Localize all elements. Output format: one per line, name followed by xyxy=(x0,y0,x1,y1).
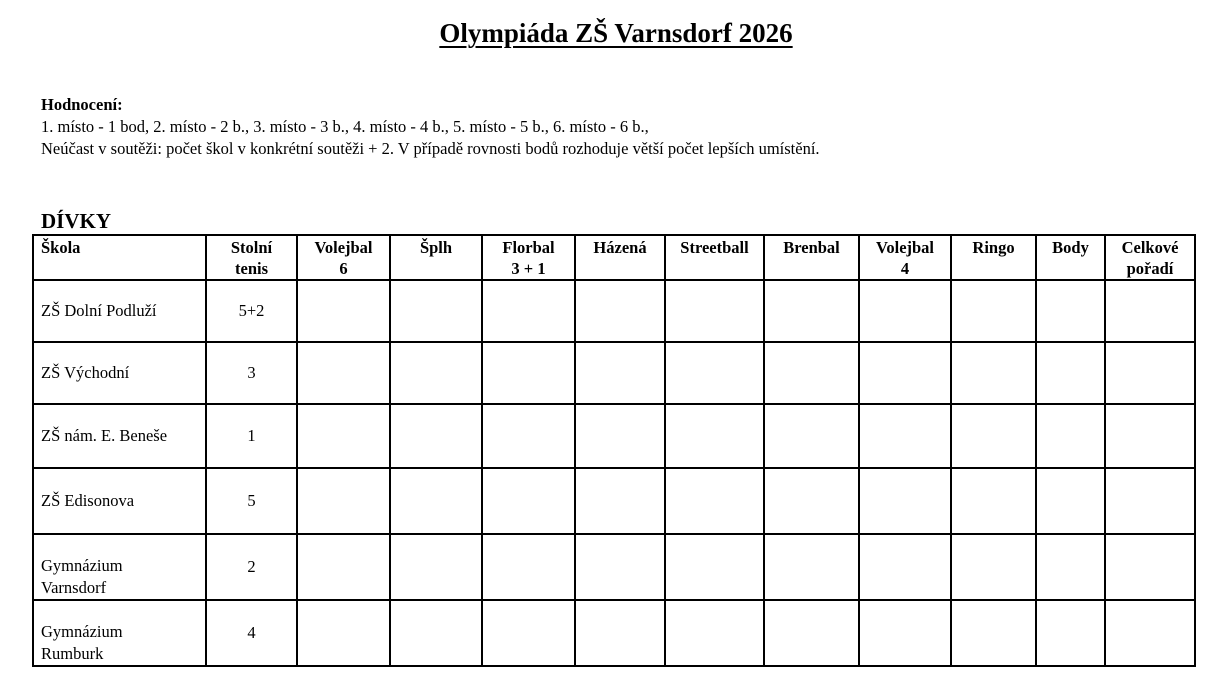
score-cell xyxy=(951,404,1036,468)
rating-rules xyxy=(41,94,820,160)
table-row xyxy=(33,534,1195,600)
results-table xyxy=(32,234,1196,667)
score-cell xyxy=(482,534,575,600)
score-cell xyxy=(390,534,482,600)
score-cell xyxy=(665,600,764,666)
score-cell xyxy=(764,342,859,404)
col-header-brenbal: Brenbal xyxy=(764,235,859,280)
score-cell xyxy=(764,600,859,666)
rating-points-line: 1. místo - 1 bod, 2. místo - 2 b., 3. místo - 3 b., 4. místo - 4 b., 5. místo - 5 b., 6. místo - 6 b., xyxy=(41,117,649,136)
table-row xyxy=(33,468,1195,534)
col-header-skola: Škola xyxy=(33,235,206,280)
rating-absence-line: Neúčast v soutěži: počet škol v konkrétní soutěži + 2. V případě rovnosti bodů rozhoduje větší počet lepších umístění. xyxy=(41,139,820,158)
col-header-celkove-poradi: Celkové pořadí xyxy=(1105,235,1195,280)
score-cell xyxy=(764,468,859,534)
col-header-hazena: Házená xyxy=(575,235,665,280)
score-cell xyxy=(297,280,390,342)
table-row xyxy=(33,600,1195,666)
score-cell xyxy=(297,600,390,666)
stolni-tenis-cell: 3 xyxy=(206,342,297,404)
score-cell xyxy=(1036,404,1105,468)
score-cell xyxy=(390,342,482,404)
score-cell xyxy=(575,468,665,534)
score-cell xyxy=(575,404,665,468)
score-cell xyxy=(764,534,859,600)
col-header-volejbal-4: Volejbal 4 xyxy=(859,235,951,280)
score-cell xyxy=(1036,468,1105,534)
score-cell xyxy=(297,534,390,600)
score-cell xyxy=(1105,468,1195,534)
stolni-tenis-cell: 2 xyxy=(206,534,297,600)
score-cell xyxy=(951,468,1036,534)
score-cell xyxy=(1105,280,1195,342)
school-cell: Gymnázium Varnsdorf xyxy=(33,534,206,600)
col-header-splh: Šplh xyxy=(390,235,482,280)
col-header-ringo: Ringo xyxy=(951,235,1036,280)
score-cell xyxy=(951,600,1036,666)
col-header-streetball: Streetball xyxy=(665,235,764,280)
score-cell xyxy=(482,468,575,534)
score-cell xyxy=(390,468,482,534)
score-cell xyxy=(859,534,951,600)
section-title-divky: DÍVKY xyxy=(41,209,112,233)
school-cell: ZŠ Dolní Podluží xyxy=(33,280,206,342)
score-cell xyxy=(665,404,764,468)
score-cell xyxy=(482,600,575,666)
score-cell xyxy=(1105,404,1195,468)
score-cell xyxy=(665,280,764,342)
score-cell xyxy=(764,280,859,342)
score-cell xyxy=(859,280,951,342)
col-header-stolni-tenis: Stolní tenis xyxy=(206,235,297,280)
score-cell xyxy=(951,534,1036,600)
score-cell xyxy=(390,600,482,666)
score-cell xyxy=(665,468,764,534)
score-cell xyxy=(575,534,665,600)
score-cell xyxy=(390,280,482,342)
score-cell xyxy=(1036,342,1105,404)
score-cell xyxy=(764,404,859,468)
score-cell xyxy=(859,600,951,666)
score-cell xyxy=(1105,342,1195,404)
score-cell xyxy=(482,342,575,404)
table-row xyxy=(33,404,1195,468)
score-cell xyxy=(390,404,482,468)
score-cell xyxy=(575,280,665,342)
score-cell xyxy=(575,600,665,666)
score-cell xyxy=(859,468,951,534)
score-cell xyxy=(482,280,575,342)
document-title: Olympiáda ZŠ Varnsdorf 2026 xyxy=(439,18,793,48)
score-cell xyxy=(297,404,390,468)
school-cell: Gymnázium Rumburk xyxy=(33,600,206,666)
score-cell xyxy=(575,342,665,404)
score-cell xyxy=(951,280,1036,342)
table-header-row xyxy=(33,235,1195,280)
stolni-tenis-cell: 5+2 xyxy=(206,280,297,342)
school-cell: ZŠ nám. E. Beneše xyxy=(33,404,206,468)
score-cell xyxy=(665,534,764,600)
stolni-tenis-cell: 1 xyxy=(206,404,297,468)
col-header-body: Body xyxy=(1036,235,1105,280)
table-row xyxy=(33,280,1195,342)
score-cell xyxy=(1036,534,1105,600)
score-cell xyxy=(297,342,390,404)
school-cell: ZŠ Východní xyxy=(33,342,206,404)
col-header-florbal: Florbal 3 + 1 xyxy=(482,235,575,280)
score-cell xyxy=(859,342,951,404)
score-cell xyxy=(1036,600,1105,666)
score-cell xyxy=(1105,534,1195,600)
school-cell: ZŠ Edisonova xyxy=(33,468,206,534)
table-row xyxy=(33,342,1195,404)
score-cell xyxy=(1036,280,1105,342)
score-cell xyxy=(482,404,575,468)
rating-heading: Hodnocení: xyxy=(41,95,123,114)
col-header-volejbal-6: Volejbal 6 xyxy=(297,235,390,280)
score-cell xyxy=(1105,600,1195,666)
stolni-tenis-cell: 4 xyxy=(206,600,297,666)
score-cell xyxy=(297,468,390,534)
score-cell xyxy=(665,342,764,404)
score-cell xyxy=(859,404,951,468)
stolni-tenis-cell: 5 xyxy=(206,468,297,534)
score-cell xyxy=(951,342,1036,404)
